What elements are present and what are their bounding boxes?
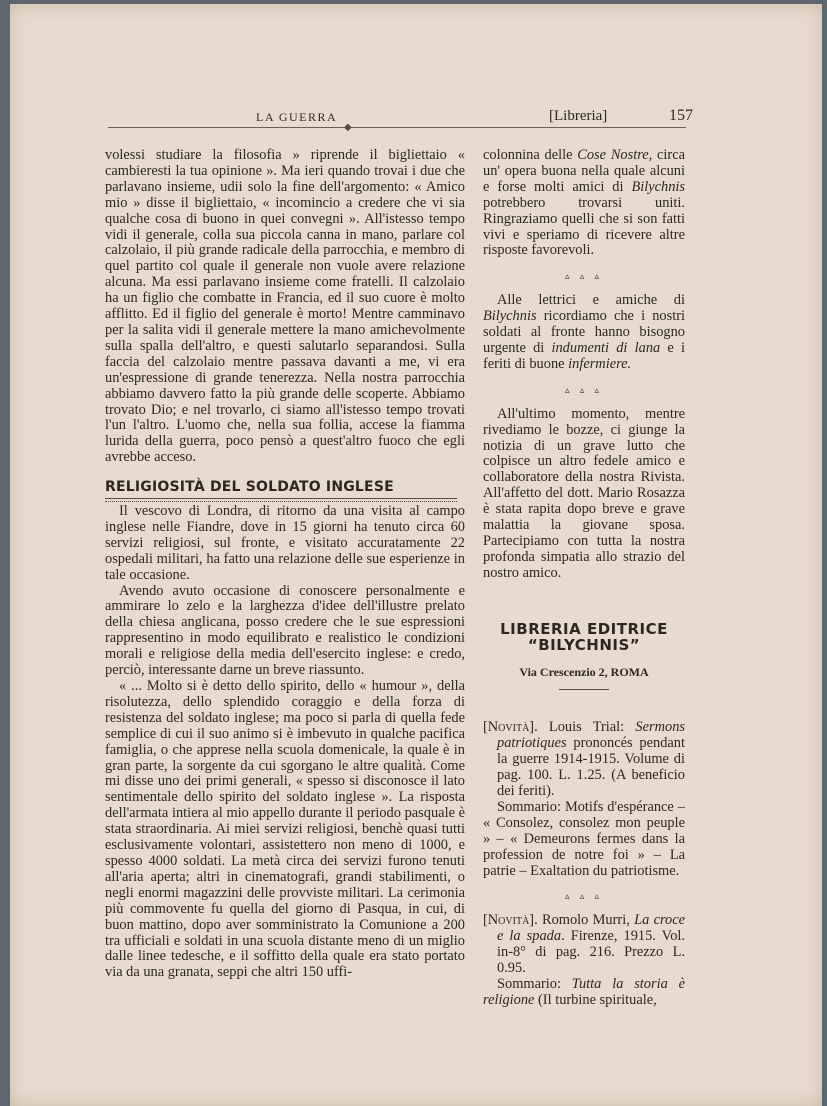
left-column — [105, 148, 465, 981]
separator-ornament: ▵ ▵ ▵ — [564, 891, 604, 902]
separator-ornament: ▵ ▵ ▵ — [564, 271, 604, 282]
paragraph: All'ultimo momento, mentre rivediamo le bozze, ci giunge la notizia di un grave lutto che colpisce un altro fedele amico e collaboratore della nostra Rivista. All'affetto del dott. Mario Rosazza è stata rapita dopo breve e grave malattia la giovane sposa. Partecipiamo con tutta la nostra profonda simpatia allo strazio del nostro amico. — [483, 405, 685, 581]
separator-ornament: ▵ ▵ ▵ — [564, 384, 604, 395]
page-number: 157 — [669, 107, 693, 124]
paragraph-continued: volessi studiare la filosofia » riprende il bigliettaio « cambieresti la tua opinione ». Ma ieri quando trovai i due che parlavano insieme, udii solo la fine dell'argomento: « Amico mio » disse il bigliettaio, « incomincio a credere che vi sia qualche cosa di buono in quei convegni ». All'istesso tempo vidi il generale, colla sua piccola canna in mano, parlare col calzolaio, il più grande radicale della parrocchia, e membro di quel partito col quale il generale non vuole avere relazione alcuna. Ma essi parlavano insieme come fratelli. Il calzolaio ha un figlio che combatte in Francia, ed il suo cuore è molto afflitto. Ed il figlio del generale è morto! Mentre camminavo per la salita vidi il generale mettere la mano amichevolmente sulla spalla dell'altro, e questi salutarlo separandosi. Sulla faccia del calzolaio mentre passava davanti a me, vi era un'espressione di grande tenerezza. Nella nostra parrocchia abbiamo davvero fatto la più grande delle scoperte. Abbiamo trovato Dio; e nel trovarlo, ci siamo all'istesso tempo trovati l'un l'altro. L'uomo che, nella sua follia, accese la fiamma lurida della guerra, poco pensò a quest'altro fuoco che egli avrebbe acceso. — [105, 147, 465, 466]
running-header — [110, 107, 696, 132]
section-title: LA GUERRA — [256, 110, 338, 124]
category-label: [Libreria] — [549, 108, 608, 124]
heading-rule — [105, 498, 457, 502]
short-rule — [559, 689, 609, 690]
book-summary: Sommario: Tutta la storia è religione (Il turbine spirituale, — [483, 975, 685, 1008]
paragraph: Il vescovo di Londra, di ritorno da una visita al campo inglese nelle Fiandre, dove in 15 giorni ha tenuto circa 60 servizi religiosi, sul fronte, e visitato accuratamente 22 ospedali militari, ha fatto una relazione delle sue esperienze in tale occasione. — [105, 503, 465, 583]
book-entry: [Novità]. Romolo Murri, La croce e la spada. Firenze, 1915. Vol. in-8° di pag. 216. Prezzo L. 0.95. — [483, 912, 685, 977]
book-summary: Sommario: Motifs d'espérance – « Consolez, consolez mon peuple » – « Demeurons fermes dans la profession de notre foi » – La patrie – Exaltation du patriotisme. — [483, 798, 685, 879]
paragraph: Alle lettrici e amiche di Bilychnis ricordiamo che i nostri soldati al fronte hanno bisogno urgente di indumenti di lana e i feriti di buone infermiere. — [483, 292, 685, 372]
header-rule — [108, 127, 686, 128]
publisher-address: Via Crescenzio 2, ROMA — [519, 665, 649, 680]
fleuron-ornament-icon: ◆ — [344, 122, 352, 133]
paragraph: Avendo avuto occasione di conoscere personalmente e ammirare lo zelo e la larghezza d'idee dell'illustre prelato della chiesa anglicana, posso credere che le sue espressioni rappresentino in modo equilibrato e realistico le condizioni morali e religiose della media dell'esercito inglese: e credo, perciò, interessante darne un breve riassunto. — [105, 582, 465, 679]
paragraph: « ... Molto si è detto dello spirito, dello « humour », della risolutezza, dello splendido coraggio e della forza di resistenza del soldato inglese; ma poco si parla di quella fede semplice di cui il suo animo si è imbevuto in qualche pacifica famiglia, o che apprese nella scuola domenicale, la quale è in gran parte, la sorgente da cui sgorgano le altre qualità. Come mi disse uno dei primi generali, « spesso si disconosce il lato sentimentale dello spirito del soldato inglese ». La risposta dell'armata intiera al mio appello durante il periodo pasquale è stata straordinaria. Ai miei servizi religiosi, benchè quasi tutti esclusivamente volontari, assistettero non meno di 1000, e spesso 4000 soldati. La metà circa dei servizi furono tenuti all'aria aperta; altri in cinematografi, grandi stabilimenti, o negli enormi magazzini delle provviste militari. La cerimonia più commovente fu quella del giorno di Pasqua, in cui, di buon mattino, dopo aver somministrato la Comunione a 200 tra ufficiali e soldati in una scuola distante meno di un miglio dalle linee tedesche, e il soffitto della quale era stato portato via da una granata, seppi che altri 150 uffi- — [105, 678, 465, 981]
book-entry: [Novità]. Louis Trial: Sermons patriotiques prononcés pendant la guerre 1914-1915. Volume di pag. 100. L. 1.25. (A beneficio dei feriti). — [483, 719, 685, 799]
section-heading: RELIGIOSITÀ DEL SOLDATO INGLESE — [105, 479, 394, 496]
right-column — [483, 148, 685, 1009]
paragraph-continued: colonnina delle Cose Nostre, circa un' opera buona nella quale alcuni e forse molti amici di Bilychnis potrebbero trovarsi uniti. Ringraziamo quelli che si son fatti vivi e speriamo di ricevere altre risposte favorevoli. — [483, 147, 685, 259]
publisher-heading: LIBRERIA EDITRICE “BILYCHNIS” — [500, 619, 668, 654]
